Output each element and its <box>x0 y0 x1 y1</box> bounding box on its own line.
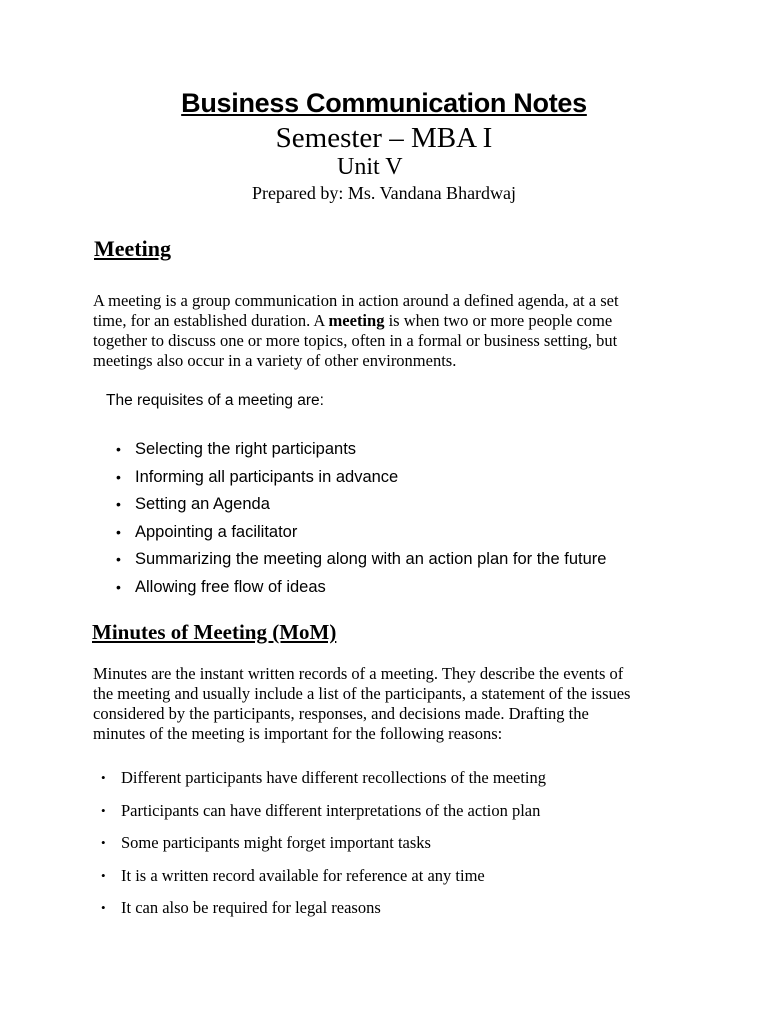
paragraph-line: considered by the participants, responses, and decisions made. Drafting the <box>93 704 589 723</box>
list-item <box>116 492 606 520</box>
paragraph-text: time, for an established duration. A <box>93 311 329 330</box>
list-item <box>116 575 606 603</box>
list-item <box>116 520 606 548</box>
list-item <box>101 800 546 833</box>
list-item-text: Appointing a facilitator <box>135 522 298 541</box>
semester-line: Semester – MBA I <box>275 122 493 154</box>
mom-heading: Minutes of Meeting (MoM) <box>92 620 337 644</box>
bullet-icon: • <box>101 802 106 818</box>
bullet-icon: • <box>101 835 106 850</box>
paragraph-line <box>93 311 693 331</box>
list-item-text: Different participants have different recollections of the meeting <box>121 768 547 787</box>
requisites-intro: The requisites of a meeting are: <box>106 392 324 409</box>
list-item <box>101 897 546 930</box>
list-item-text: It is a written record available for reference at any time <box>121 865 485 885</box>
paragraph-line: the meeting and usually include a list of the participants, a statement of the issues <box>93 684 631 703</box>
bullet-icon: • <box>116 578 121 595</box>
bullet-icon: • <box>116 523 121 540</box>
list-item <box>116 465 606 493</box>
meeting-heading: Meeting <box>94 236 171 261</box>
bullet-icon: • <box>101 867 106 883</box>
list-item-text: Some participants might forget important tasks <box>121 833 431 852</box>
paragraph-line: minutes of the meeting is important for the following reasons: <box>93 724 503 743</box>
list-item <box>116 437 606 465</box>
bullet-icon: • <box>116 551 121 567</box>
list-item <box>101 865 546 898</box>
paragraph-line: together to discuss one or more topics, often in a formal or business setting, but <box>93 331 618 350</box>
paragraph-line: meetings also occur in a variety of other environments. <box>93 351 457 370</box>
document-title: Business Communication Notes <box>181 88 587 118</box>
bold-term: meeting <box>328 311 385 330</box>
bullet-icon: • <box>116 496 121 512</box>
list-item-text: It can also be required for legal reasons <box>121 898 381 917</box>
list-item-text: Informing all participants in advance <box>135 467 399 486</box>
list-item-text: Selecting the right participants <box>135 440 357 458</box>
list-item-text: Summarizing the meeting along with an action plan for the future <box>135 550 607 568</box>
paragraph-line: Minutes are the instant written records of a meeting. They describe the events of <box>93 664 624 683</box>
meeting-paragraph <box>93 291 693 371</box>
list-item <box>116 547 607 575</box>
bullet-icon: • <box>116 441 121 457</box>
prepared-by-line: Prepared by: Ms. Vandana Bhardwaj <box>251 183 517 203</box>
bullet-icon: • <box>116 468 121 485</box>
reasons-list <box>101 767 547 930</box>
list-item-text: Setting an Agenda <box>135 495 270 513</box>
list-item <box>101 767 547 800</box>
list-item <box>101 832 546 865</box>
bullet-icon: • <box>101 900 106 915</box>
list-item-text: Allowing free flow of ideas <box>135 577 326 596</box>
list-item-text: Participants can have different interpretations of the action plan <box>121 800 541 820</box>
mom-paragraph <box>93 664 693 744</box>
requisites-list <box>116 437 607 602</box>
paragraph-line: A meeting is a group communication in action around a defined agenda, at a set <box>93 291 619 310</box>
bullet-icon: • <box>101 770 106 785</box>
unit-line: Unit V <box>337 154 403 180</box>
paragraph-text: is when two or more people come <box>384 311 613 330</box>
